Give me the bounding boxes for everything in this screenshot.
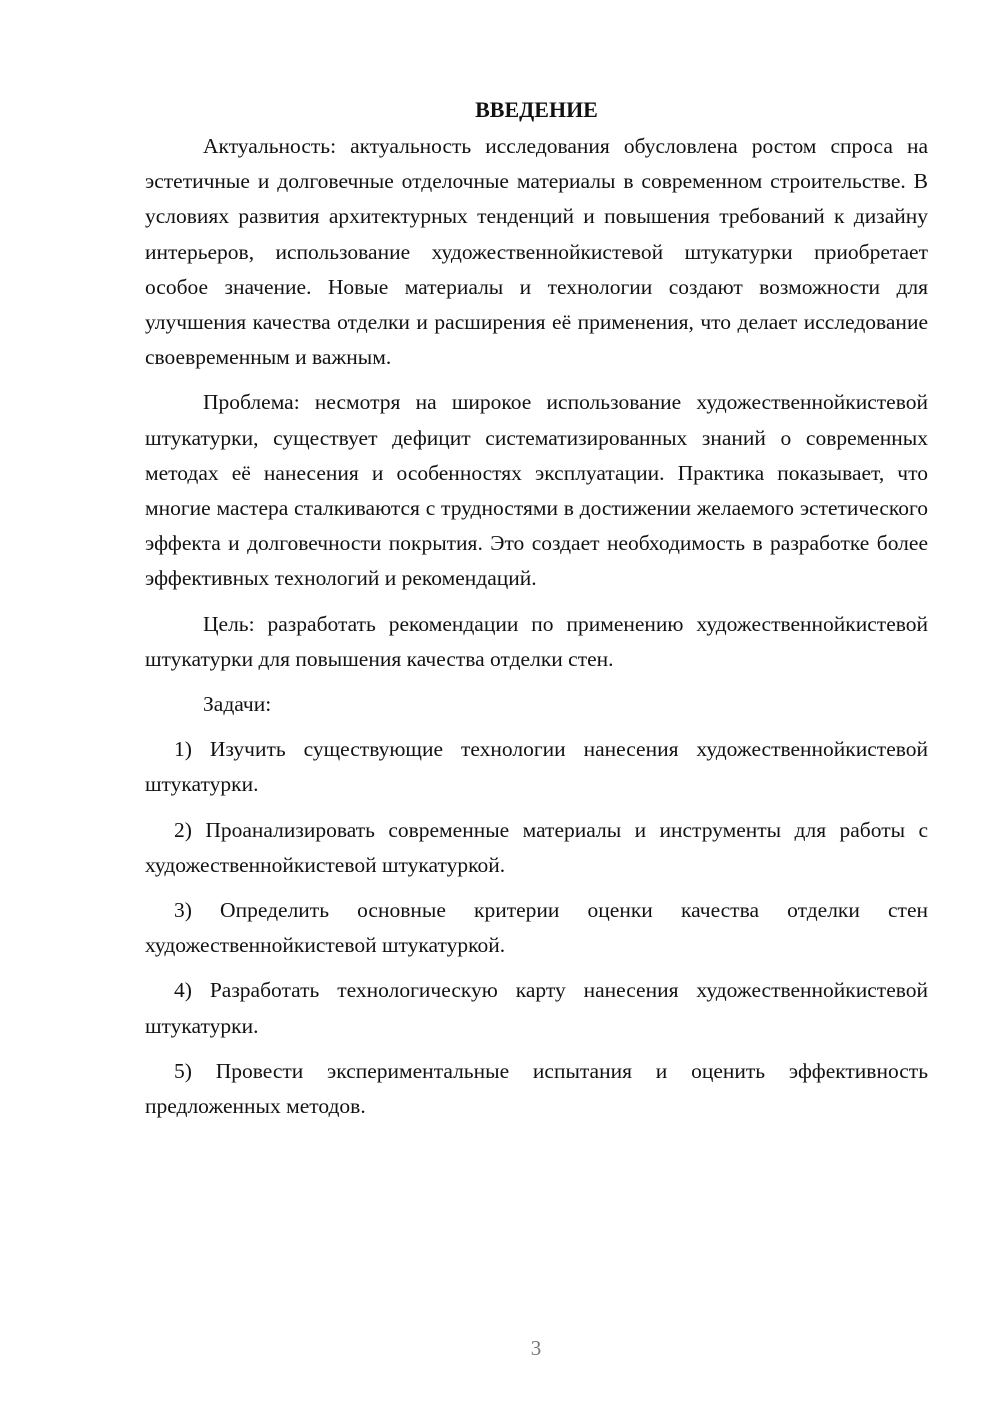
paragraph-goal: Цель: разработать рекомендации по применению художественнойкистевой штукатурки для повышения качества отделки стен.: [145, 611, 928, 671]
page-number: 3: [530, 1336, 542, 1360]
task-item-2: 2) Проанализировать современные материалы и инструменты для работы с художественнойкистевой штукатуркой.: [145, 817, 928, 877]
task-item-5: 5) Провести экспериментальные испытания и оценить эффективность предложенных методов.: [145, 1058, 928, 1119]
task-item-1: 1) Изучить существующие технологии нанесения художественнойкистевой штукатурки.: [145, 737, 928, 797]
paragraph-problem: Проблема: несмотря на широкое использование художественнойкистевой штукатурки, существует дефицит систематизированных знаний о современных методах её нанесения и особенностях эксплуатации. Практика показывает, что многие мастера сталкиваются с трудностями в достижении желаемого эстетического эффекта и долговечности покрытия. Это создает необходимость в разработке более эффективных технологий и рекомендаций.: [145, 390, 928, 591]
task-item-3: 3) Определить основные критерии оценки качества отделки стен художественнойкистевой штукатуркой.: [145, 898, 928, 958]
page-content: [145, 95, 928, 1134]
task-item-4: 4) Разработать технологическую карту нанесения художественнойкистевой штукатурки.: [145, 978, 928, 1038]
paragraph-relevance: Актуальность: актуальность исследования обусловлена ростом спроса на эстетичные и долговечные отделочные материалы в современном строительстве. В условиях развития архитектурных тенденций и повышения требований к дизайну интерьеров, использование художественнойкистевой штукатурки приобретает особое значение. Новые материалы и технологии создают возможности для улучшения качества отделки и расширения её применения, что делает исследование своевременным и важным.: [145, 134, 928, 370]
tasks-heading: Задачи:: [203, 692, 272, 717]
page-title: ВВЕДЕНИЕ: [475, 97, 598, 122]
